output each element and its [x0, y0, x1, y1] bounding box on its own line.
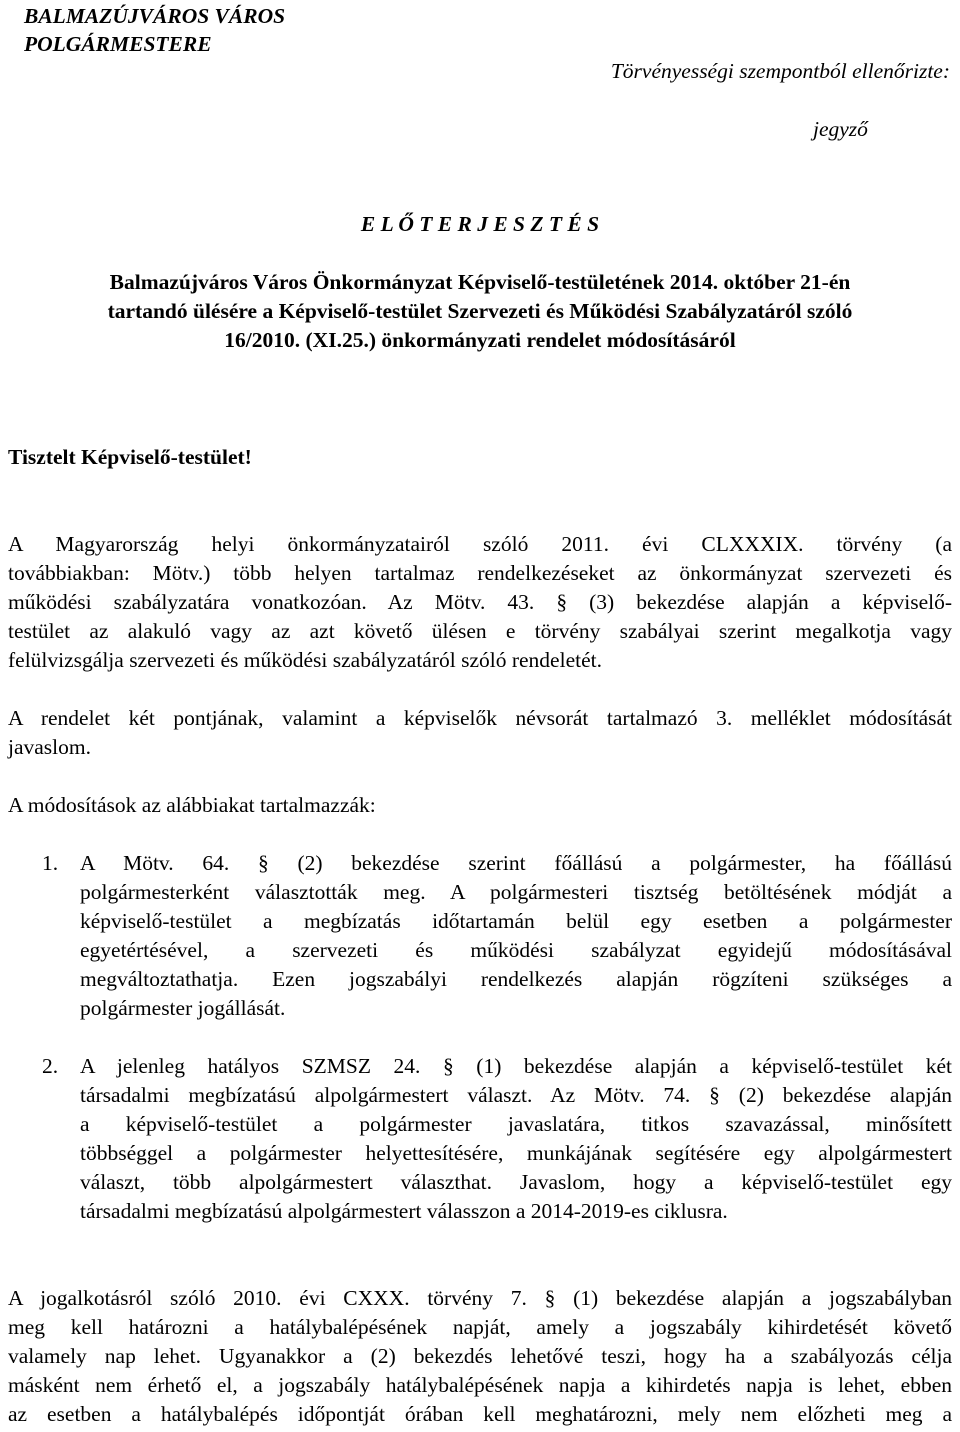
list-item-2-line-6: társadalmi megbízatású alpolgármestert válasszon a 2014-2019-es ciklusra.: [80, 1199, 728, 1223]
paragraph-1-line-1: A Magyarország helyi önkormányzatairól szóló 2011. évi CLXXXIX. törvény (a: [8, 532, 952, 556]
subject-line-3: 16/2010. (XI.25.) önkormányzati rendelet módosításáról: [224, 328, 736, 352]
paragraph-1-line-4: testület az alakuló vagy az azt követő ülésen e törvény szabályai szerint megalkotja vagy: [8, 619, 952, 643]
list-item-2-line-3: a képviselő-testület a polgármester javaslatára, titkos szavazással, minősített: [80, 1112, 952, 1136]
paragraph-4-line-1: A jogalkotásról szóló 2010. évi CXXX. törvény 7. § (1) bekezdése alapján a jogszabályban: [8, 1286, 952, 1310]
reviewer-title: jegyző: [813, 117, 868, 141]
list-item-2-number: 2.: [42, 1054, 59, 1078]
subject-line-2: tartandó ülésére a Képviselő-testület Szervezeti és Működési Szabályzatáról szóló: [107, 299, 853, 323]
list-item-1-line-1: A Mötv. 64. § (2) bekezdése szerint főállású a polgármester, ha főállású: [80, 851, 952, 875]
list-item-1: [80, 849, 952, 1023]
salutation: Tisztelt Képviselő-testület!: [8, 445, 252, 469]
list-item-1-line-3: képviselő-testület a megbízatás időtartamán belül egy esetben a polgármester: [80, 909, 952, 933]
subject-block: [0, 268, 960, 355]
paragraph-1-line-2: továbbiakban: Mötv.) több helyen tartalmaz rendelkezéseket az önkormányzat szervezeti és: [8, 561, 952, 585]
issuer-line-1: BALMAZÚJVÁROS VÁROS: [24, 4, 286, 28]
paragraph-2: [8, 704, 952, 762]
document-type-title: E L Ő T E R J E S Z T É S: [360, 212, 600, 236]
list-item-1-line-5: megváltoztathatja. Ezen jogszabályi rendelkezés alapján rögzíteni szükséges a: [80, 967, 952, 991]
paragraph-2-line-2: javaslom.: [8, 735, 91, 759]
list-item-2-line-1: A jelenleg hatályos SZMSZ 24. § (1) bekezdése alapján a képviselő-testület két: [80, 1054, 952, 1078]
paragraph-3: A módosítások az alábbiakat tartalmazzák:: [8, 793, 376, 817]
list-item-1-line-4: egyetértésével, a szervezeti és működési szabályzat egyidejű módosításával: [80, 938, 952, 962]
paragraph-4-line-3: valamely nap lehet. Ugyanakkor a (2) bekezdés lehetővé teszi, hogy ha a szabályozás célja: [8, 1344, 952, 1368]
paragraph-2-line-1: A rendelet két pontjának, valamint a képviselők névsorát tartalmazó 3. melléklet módosítását: [8, 706, 952, 730]
list-item-2-line-5: választ, több alpolgármestert választhat. Javaslom, hogy a képviselő-testület egy: [80, 1170, 952, 1194]
paragraph-4: [8, 1284, 952, 1429]
paragraph-1: [8, 530, 952, 675]
paragraph-4-line-2: meg kell határozni a hatálybalépésének napját, amely a jogszabály kihirdetését követő: [8, 1315, 952, 1339]
legality-review-line: Törvényességi szempontból ellenőrizte:: [610, 59, 950, 83]
list-item-2-line-4: többséggel a polgármester helyettesítésére, munkájának segítésére egy alpolgármestert: [80, 1141, 952, 1165]
list-item-1-number: 1.: [42, 851, 59, 875]
issuer-line-2: POLGÁRMESTERE: [24, 32, 212, 56]
paragraph-4-line-4: másként nem érhető el, a jogszabály hatálybalépésének napja a kihirdetés napja is lehet, ebben: [8, 1373, 952, 1397]
list-item-1-line-2: polgármesterként választották meg. A polgármesteri tisztség betöltésének módját a: [80, 880, 952, 904]
paragraph-1-line-5: felülvizsgálja szervezeti és működési szabályzatáról szóló rendeletét.: [8, 648, 602, 672]
list-item-1-line-6: polgármester jogállását.: [80, 996, 286, 1020]
list-item-2: [80, 1052, 952, 1226]
paragraph-1-line-3: működési szabályzatára vonatkozóan. Az Mötv. 43. § (3) bekezdése alapján a képviselő-: [8, 590, 952, 614]
list-item-2-line-2: társadalmi megbízatású alpolgármestert választ. Az Mötv. 74. § (2) bekezdése alapján: [80, 1083, 952, 1107]
paragraph-4-line-5: az esetben a hatálybalépés időpontját órában kell meghatározni, mely nem előzheti meg a: [8, 1402, 952, 1426]
subject-line-1: Balmazújváros Város Önkormányzat Képviselő-testületének 2014. október 21-én: [109, 270, 851, 294]
